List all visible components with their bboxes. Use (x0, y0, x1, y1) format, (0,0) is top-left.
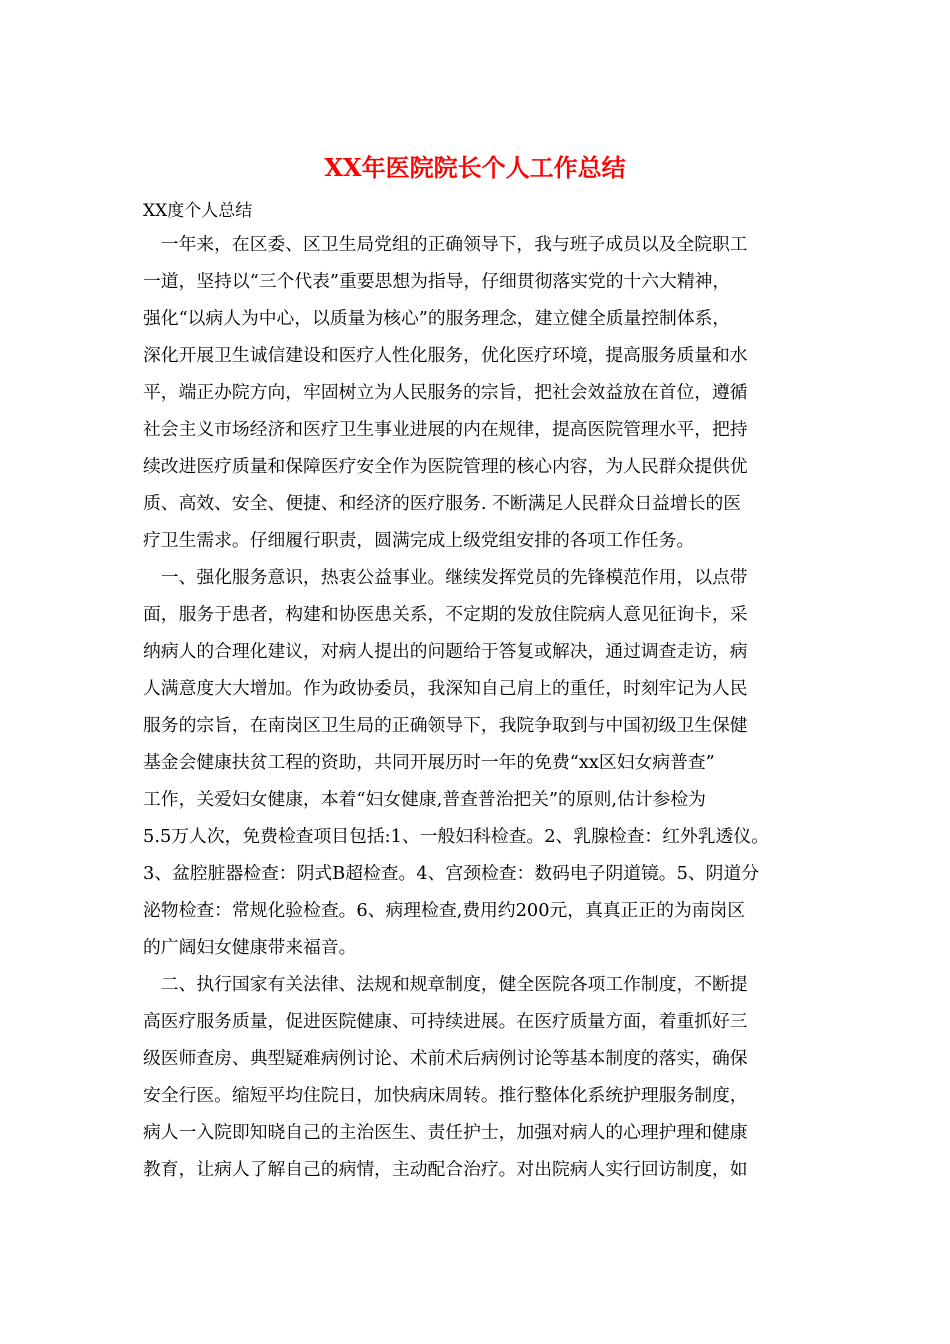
body-line: 人满意度大大增加。作为政协委员，我深知自己肩上的重任，时刻牢记为人民 (143, 678, 748, 699)
document-title: XX年医院院长个人工作总结 (324, 153, 626, 182)
body-line: 泌物检查：常规化验检查。6、病理检查,费用约200元，真真正正的为南岗区 (143, 900, 746, 921)
body-line: 3、盆腔脏器检查：阴式B超检查。4、宫颈检查：数码电子阴道镜。5、阴道分 (143, 863, 760, 884)
body-line: 病人一入院即知晓自己的主治医生、责任护士，加强对病人的心理护理和健康 (143, 1122, 748, 1143)
body-line: 续改进医疗质量和保障医疗安全作为医院管理的核心内容，为人民群众提供优 (143, 456, 748, 477)
document-subtitle: XX度个人总结 (143, 201, 253, 221)
body-line: 质、高效、安全、便捷、和经济的医疗服务. 不断满足人民群众日益增长的医 (143, 493, 742, 514)
body-line: 平，端正办院方向，牢固树立为人民服务的宗旨，把社会效益放在首位，遵循 (143, 382, 748, 403)
body-line: 强化“以病人为中心，以质量为核心”的服务理念，建立健全质量控制体系， (143, 308, 731, 329)
body-line: 教育，让病人了解自己的病情，主动配合治疗。对出院病人实行回访制度，如 (143, 1159, 748, 1180)
body-line: 基金会健康扶贫工程的资助，共同开展历时一年的免费“xx区妇女病普查” (143, 752, 715, 773)
body-line: 级医师查房、典型疑难病例讨论、术前术后病例讨论等基本制度的落实，确保 (143, 1048, 748, 1069)
document-body (143, 226, 823, 1188)
body-line: 服务的宗旨，在南岗区卫生局的正确领导下，我院争取到与中国初级卫生保健 (143, 715, 748, 736)
body-line: 社会主义市场经济和医疗卫生事业进展的内在规律，提高医院管理水平，把持 (143, 419, 748, 440)
body-line: 5.5万人次，免费检查项目包括:1、一般妇科检查。2、乳腺检查：红外乳透仪。 (143, 826, 769, 847)
body-line: 一、强化服务意识，热衷公益事业。继续发挥党员的先锋模范作用，以点带 (143, 567, 748, 588)
body-line: 安全行医。缩短平均住院日，加快病床周转。推行整体化系统护理服务制度， (143, 1085, 748, 1106)
body-line: 疗卫生需求。仔细履行职责，圆满完成上级党组安排的各项工作任务。 (143, 530, 695, 551)
body-line: 二、执行国家有关法律、法规和规章制度，健全医院各项工作制度，不断提 (143, 974, 748, 995)
body-line: 深化开展卫生诚信建设和医疗人性化服务，优化医疗环境，提高服务质量和水 (143, 345, 748, 366)
body-line: 的广阔妇女健康带来福音。 (143, 937, 357, 958)
body-line: 工作，关爱妇女健康，本着“妇女健康,普查普治把关”的原则,估计参检为 (143, 789, 706, 810)
body-line: 高医疗服务质量，促进医院健康、可持续进展。在医疗质量方面，着重抓好三 (143, 1011, 748, 1032)
body-line: 面，服务于患者，构建和协医患关系，不定期的发放住院病人意见征询卡，采 (143, 604, 748, 625)
body-line: 纳病人的合理化建议，对病人提出的问题给于答复或解决，通过调查走访，病 (143, 641, 748, 662)
body-line: 一年来，在区委、区卫生局党组的正确领导下，我与班子成员以及全院职工 (143, 234, 748, 255)
body-line: 一道，坚持以“三个代表”重要思想为指导，仔细贯彻落实党的十六大精神， (143, 271, 731, 292)
